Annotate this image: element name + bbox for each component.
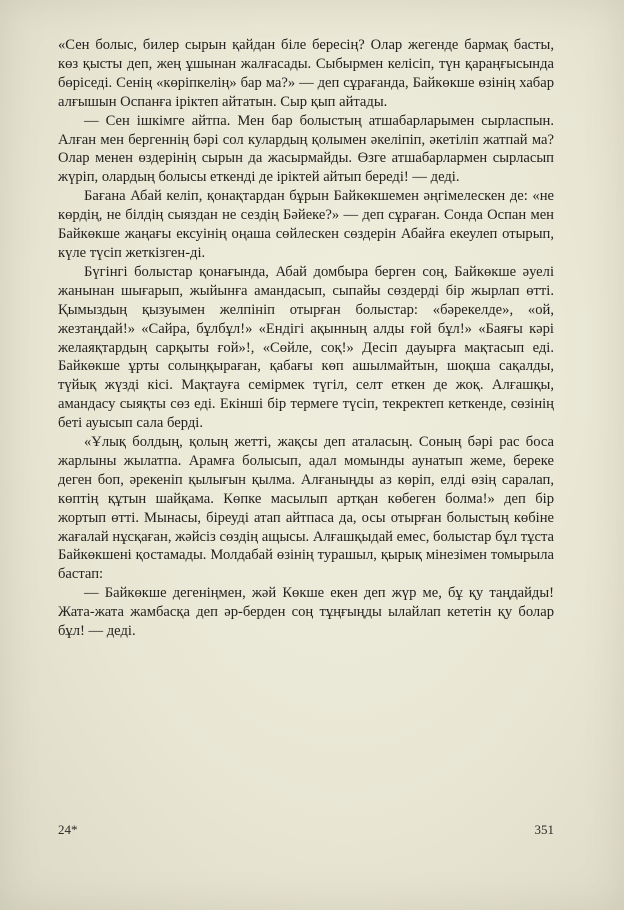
paragraph-3: Бағана Абай келіп, қонақтардан бұрын Байкөкшемен әңгімелескен де: «не көрдің, не білдің сыяздан не сездің Бәйеке?» — деп сұраған. Сонда Оспан мен Байкөкше жаңағы ексуінің оңаша сөйлескен сөздерін Абайға екеулеп отырып, күле түсіп жеткізген-ді.	[58, 188, 554, 261]
page-text	[58, 36, 554, 641]
paragraph-2: — Сен ішкімге айтпа. Мен бар болыстың атшабарларымен сырласпын. Алған мен бергеннің бәрі сол кулардың қолымен әкеліпіп, әкетіліп жатпай ма? Олар менен өздерінің сырын да жасырмайды. Өзге атшабарлармен сырласып жүріп, олардың болысы еткенді де іріктей айтып береді! — деді.	[58, 112, 554, 186]
paragraph-4: Бүгінгі болыстар қонағында, Абай домбыра берген соң, Байкөкше әуелі жанынан шығарып, жыйынға амандасып, сыпайы сөздерді бір жырлап өтті. Қымыздың қызуымен желпініп отырған болыстар: «бәрекелде», «ой, жезтаңдай!» «Сайра, бұлбұл!» «Ендігі ақынның алды ғой бұл!» «Баяғы кәрі желаяқтардың сарқыты ғой»!, «Сөйле, соқ!» Десіп дауырға мақтасып еді. Байкөкше ұрты солыңқыраған, қабағы көп ашылмайтын, шоқша сақалды, түйық жүзді кісі. Мақтауға семірмек түгіл, селт еткен де жоқ. Алғашқы, амандасу сыяқты сөз еді. Екінші бір термеге түсіп, текректеп кеткенде, сөзінің беті ауысып сала берді.	[58, 263, 554, 432]
paragraph-5: «Ұлық болдың, қолың жетті, жақсы деп аталасың. Соның бәрі рас боса жарлыны жылатпа. Арамға болысып, адал момынды аунатып жеме, береке деген боп, әрекеніп қылығын қылма. Алғаныңды аз көріп, елді өзің саралап, көптің құтын шайқама. Көпке масылып артқан көбеген болма!» деп бір жортып өтті. Мынасы, біреуді атап айтпаса да, осы отырған болыстың көбіне жағалай нұсқаған, жәйсіз сөздің ащысы. Алғашқыдай емес, болыстар бұл тұста Байкөкшені қостамады. Молдабай өзінің турашыл, қырық мінезімен томырыла бастап:	[58, 434, 554, 583]
paragraph-1: «Сен болыс, билер сырын қайдан біле бересің? Олар жегенде бармақ басты, көз қысты деп, жең ұшынан жалғасады. Сыбырмен келісіп, түн қараңғысында бөріседі. Сенің «көріпкелің» бар ма?» — деп сұрағанда, Байкөкше өзінің хабар алғышын Оспанға іріктеп айтатын. Сыр қып айтады.	[58, 37, 554, 110]
page-number: 351	[534, 822, 554, 837]
signature-mark: 24*	[58, 822, 78, 837]
paragraph-6: — Байкөкше дегеніңмен, жәй Көкше екен деп жүр ме, бұ қу таңдайды! Жата-жата жамбасқа деп әр-берден соң тұңғыңды ылайлап кететін қу болар бұл! — деді.	[58, 585, 554, 640]
